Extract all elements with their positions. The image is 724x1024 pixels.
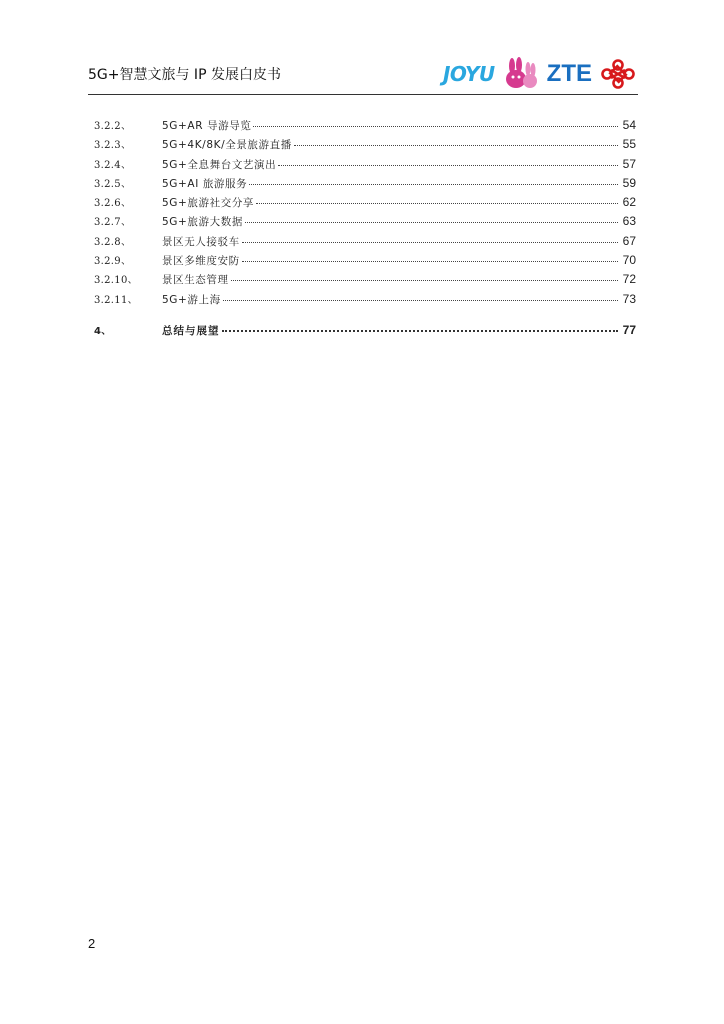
toc-dot-leader (256, 193, 618, 204)
toc-dot-leader (223, 290, 618, 301)
joyu-logo: JOYU (442, 62, 495, 86)
bunny-logo-icon (503, 57, 539, 91)
toc-entry-title: 5G+全息舞台文艺演出 (162, 158, 277, 171)
document-title: 5G+智慧文旅与 IP 发展白皮书 (88, 67, 281, 83)
toc-entry-number: 3.2.8、 (94, 236, 132, 248)
toc-entry-number: 3.2.6、 (94, 198, 132, 210)
toc-entry-title: 景区无人接驳车 (162, 235, 240, 248)
page-number: 2 (88, 936, 96, 951)
toc-dot-leader (294, 135, 618, 146)
toc-entry[interactable] (94, 116, 636, 135)
toc-entry-title: 5G+AR 导游导览 (162, 120, 252, 132)
toc-dot-leader (242, 251, 618, 262)
toc-dot-leader (253, 116, 618, 127)
toc-entry-page: 72 (622, 272, 636, 287)
toc-entry-number: 3.2.5、 (94, 178, 132, 190)
zte-logo: ZTE (546, 60, 592, 87)
toc-entry-number: 3.2.11、 (94, 294, 138, 306)
table-of-contents (94, 116, 636, 340)
toc-entry[interactable] (94, 290, 636, 309)
toc-entry[interactable] (94, 193, 636, 212)
toc-entry-page: 57 (622, 156, 636, 171)
toc-entry[interactable] (94, 232, 636, 251)
toc-entry-page: 73 (622, 291, 636, 306)
toc-entry-page: 62 (622, 195, 636, 210)
toc-section-number: 4、 (94, 325, 112, 337)
toc-dot-leader (278, 155, 618, 166)
toc-section-page: 77 (622, 322, 636, 337)
toc-entry-title: 5G+游上海 (162, 293, 221, 306)
toc-entry-title: 5G+AI 旅游服务 (162, 177, 248, 190)
toc-dot-leader (222, 320, 619, 332)
toc-entry-page: 70 (622, 253, 636, 268)
toc-entry-number: 3.2.10、 (94, 275, 138, 287)
toc-entry-page: 54 (622, 118, 636, 132)
toc-dot-leader (231, 270, 618, 281)
toc-entry-page: 67 (622, 233, 636, 248)
toc-entry[interactable] (94, 270, 636, 289)
toc-entry-page: 55 (622, 137, 636, 152)
toc-entry[interactable] (94, 174, 636, 193)
toc-entry-title: 5G+旅游社交分享 (162, 197, 255, 210)
toc-entry-number: 3.2.4、 (94, 159, 132, 171)
header-logos (443, 56, 636, 92)
toc-entry[interactable] (94, 135, 636, 154)
toc-entry[interactable] (94, 251, 636, 270)
toc-dot-leader (242, 232, 618, 243)
toc-dot-leader (245, 212, 618, 223)
toc-section-entry[interactable] (94, 321, 636, 340)
toc-entry-title: 5G+旅游大数据 (162, 216, 243, 229)
toc-entry-title: 景区多维度安防 (162, 255, 240, 268)
china-unicom-knot-icon (600, 59, 636, 89)
page-header (88, 56, 638, 95)
toc-entry-number: 3.2.3、 (94, 140, 132, 152)
toc-entry-page: 59 (622, 175, 636, 190)
toc-entry[interactable] (94, 155, 636, 174)
toc-entry-page: 63 (622, 214, 636, 229)
toc-entry-number: 3.2.2、 (94, 121, 132, 132)
toc-entry-title: 景区生态管理 (162, 274, 229, 287)
toc-entry-number: 3.2.9、 (94, 256, 132, 268)
toc-entry-title: 5G+4K/8K/全景旅游直播 (162, 139, 292, 152)
toc-dot-leader (249, 174, 618, 185)
toc-entry-number: 3.2.7、 (94, 217, 132, 229)
toc-section-title: 总结与展望 (162, 324, 220, 337)
toc-entry[interactable] (94, 212, 636, 231)
